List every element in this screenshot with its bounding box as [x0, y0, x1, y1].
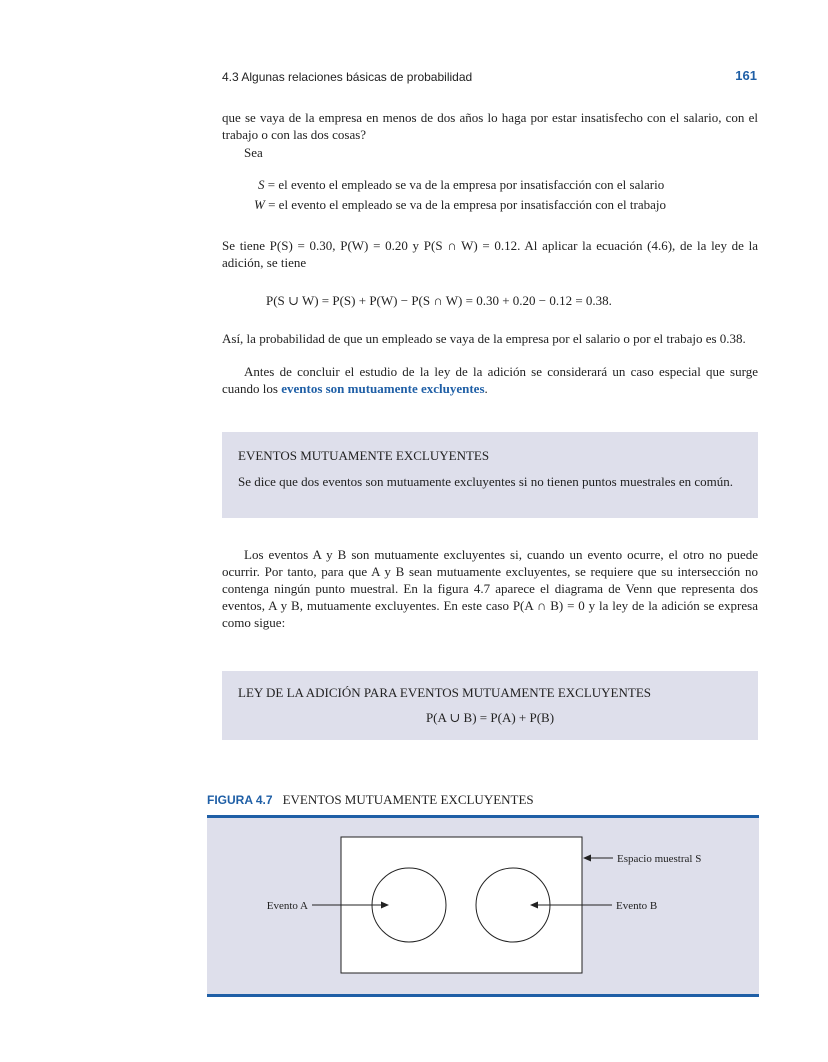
figure-label: FIGURA 4.7	[207, 793, 273, 807]
addition-law-box	[222, 671, 758, 740]
figure-title: EVENTOS MUTUAMENTE EXCLUYENTES	[282, 792, 534, 807]
page-number: 161	[735, 68, 757, 83]
definition-s	[258, 176, 664, 193]
variable-w: W	[254, 197, 265, 212]
paragraph-conclusion: Así, la probabilidad de que un empleado se vaya de la empresa por el salario o por el trabajo es 0.38.	[222, 331, 746, 346]
variable-s: S	[258, 177, 265, 192]
venn-figure-panel	[207, 815, 759, 997]
definition-w	[254, 196, 666, 213]
paragraph-sea: Sea	[244, 145, 263, 160]
section-title: 4.3 Algunas relaciones básicas de probabilidad	[222, 70, 473, 84]
event-a-label: Evento A	[266, 900, 308, 912]
paragraph-question: que se vaya de la empresa en menos de dos años lo haga por estar insatisfecho con el salario, con el trabajo o con las dos cosas?	[222, 110, 758, 142]
equation-union: P(S ∪ W) = P(S) + P(W) − P(S ∩ W) = 0.30 + 0.20 − 0.12 = 0.38.	[266, 293, 612, 308]
addition-law-title: LEY DE LA ADICIÓN PARA EVENTOS MUTUAMENTE EXCLUYENTES	[238, 685, 651, 700]
special-case-end: .	[484, 381, 488, 396]
venn-diagram	[207, 818, 759, 994]
definition-w-text: = el evento el empleado se va de la empresa por insatisfacción con el trabajo	[264, 197, 666, 212]
paragraph-mutually-exclusive: Los eventos A y B son mutuamente excluyentes si, cuando un evento ocurre, el otro no puede ocurrir. Por tanto, para que A y B sean mutuamente excluyentes, se requiere que su intersección no contenga ningún punto muestral. En la figura 4.7 aparece el diagrama de Venn que representa dos eventos, A y B, mutuamente excluyentes. En este caso P(A ∩ B) = 0 y la ley de la adición se expresa como sigue:	[222, 547, 758, 630]
special-case-text: Antes de concluir el estudio de la ley de la adición se considerará un caso especial que surge cuando los	[222, 364, 758, 396]
paragraph-special-case	[222, 363, 758, 397]
addition-law-formula: P(A ∪ B) = P(A) + P(B)	[425, 710, 555, 725]
definition-box-text: Se dice que dos eventos son mutuamente excluyentes si no tienen puntos muestrales en común.	[238, 474, 733, 489]
event-b-label: Evento B	[616, 900, 658, 912]
key-term-link: eventos son mutuamente excluyentes	[281, 381, 485, 396]
definition-box-title: EVENTOS MUTUAMENTE EXCLUYENTES	[238, 448, 490, 463]
definition-box	[222, 432, 758, 518]
paragraph-given: Se tiene P(S) = 0.30, P(W) = 0.20 y P(S ∩ W) = 0.12. Al aplicar la ecuación (4.6), de la ley de la adición, se tiene	[222, 238, 758, 270]
definition-s-text: = el evento el empleado se va de la empresa por insatisfacción con el salario	[264, 177, 665, 192]
sample-space-label: Espacio muestral S	[617, 853, 702, 865]
figure-caption	[207, 792, 534, 808]
